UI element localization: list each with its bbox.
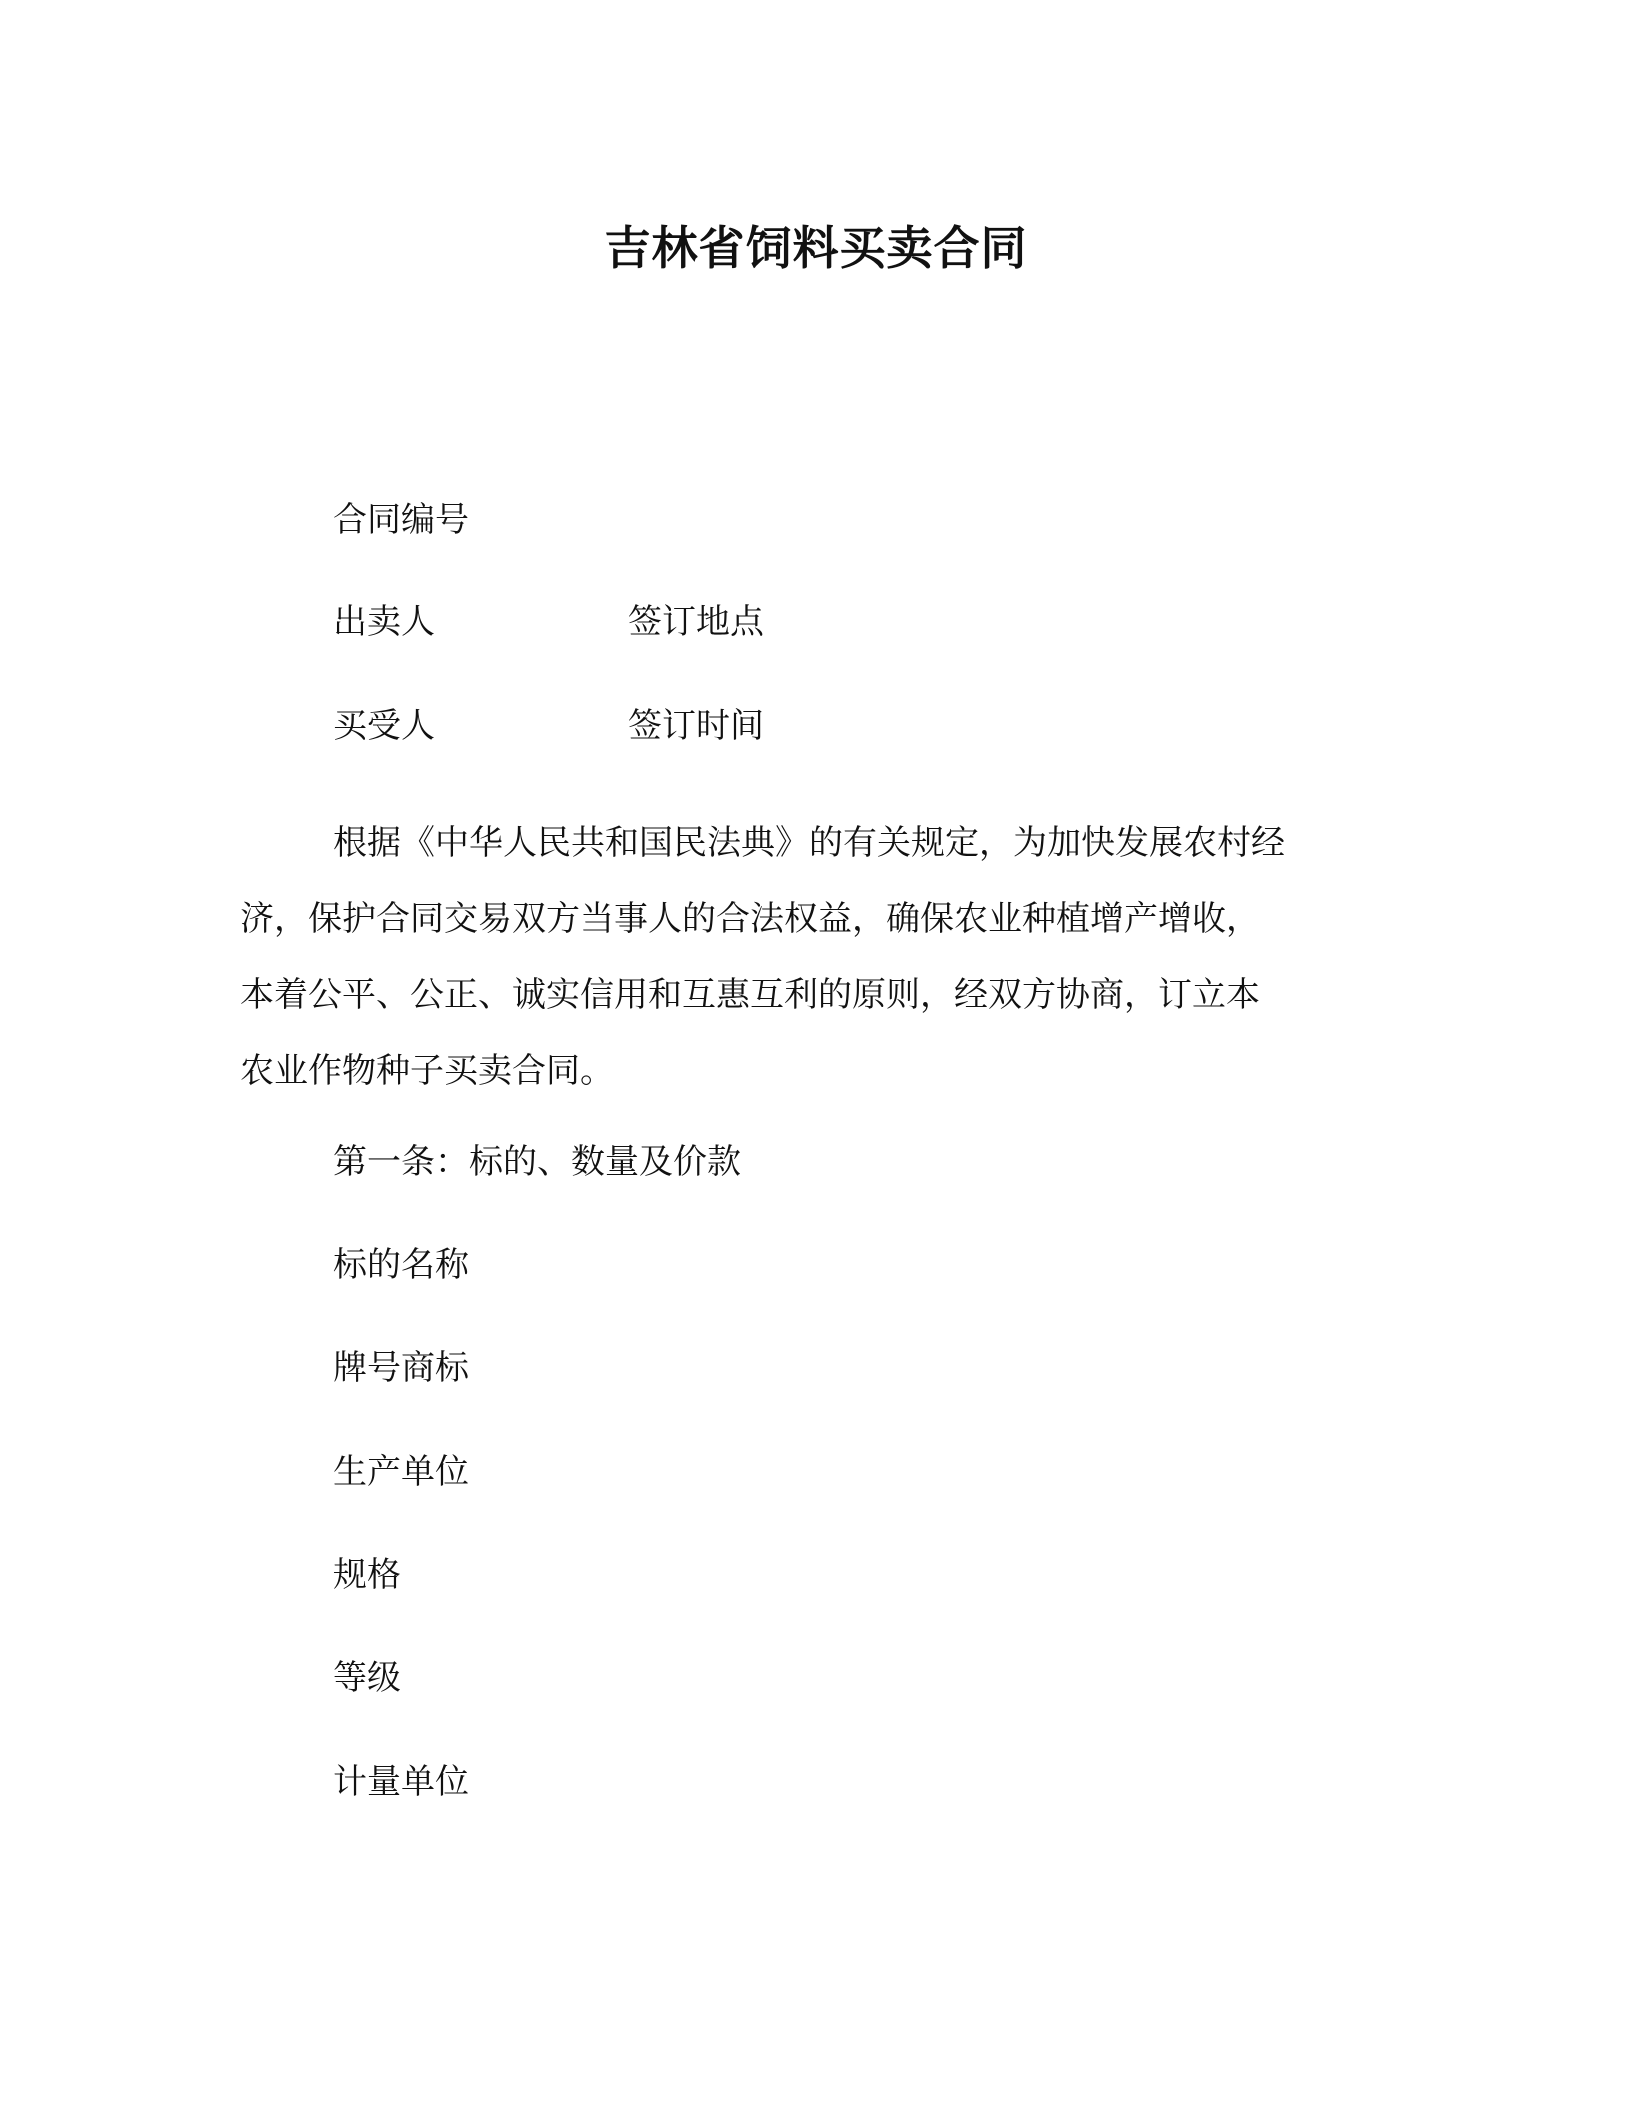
field-buyer: 买受人 [333, 706, 435, 746]
preamble-line: 济，保护合同交易双方当事人的合法权益，确保农业种植增产增收， [240, 899, 1260, 939]
field-contract-no: 合同编号 [333, 500, 469, 540]
article1-item-producer: 生产单位 [333, 1452, 469, 1492]
article1-item-brand-trademark: 牌号商标 [333, 1348, 469, 1388]
preamble-line: 本着公平、公正、诚实信用和互惠互利的原则，经双方协商，订立本 [240, 975, 1260, 1015]
field-seller: 出卖人 [333, 602, 435, 642]
preamble-line: 根据《中华人民共和国民法典》的有关规定，为加快发展农村经 [333, 823, 1285, 863]
article1-item-unit: 计量单位 [333, 1762, 469, 1802]
preamble-paragraph [240, 805, 1375, 1109]
article1-item-subject-name: 标的名称 [333, 1245, 469, 1285]
article1-item-grade: 等级 [333, 1658, 401, 1698]
field-sign-time: 签订时间 [628, 706, 764, 746]
article1-item-specification: 规格 [333, 1555, 401, 1595]
document-title: 吉林省饲料买卖合同 [604, 221, 1028, 275]
field-sign-place: 签订地点 [628, 602, 764, 642]
article1-heading: 第一条：标的、数量及价款 [333, 1142, 741, 1182]
preamble-line: 农业作物种子买卖合同。 [240, 1051, 614, 1091]
